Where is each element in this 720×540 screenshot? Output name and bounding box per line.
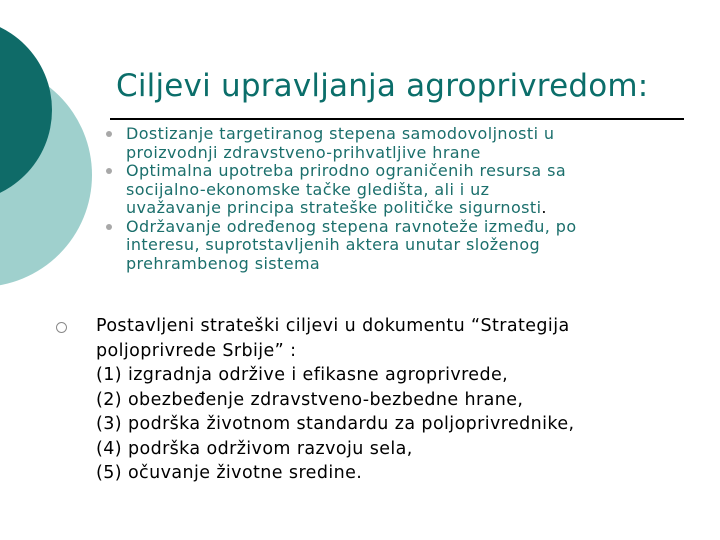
list-item bbox=[126, 218, 686, 274]
main-line: poljoprivrede Srbije” : bbox=[96, 340, 297, 361]
decorative-circles bbox=[0, 0, 110, 300]
bullet-icon bbox=[106, 168, 112, 174]
sub-item-2-seg-c: i uz bbox=[459, 179, 490, 199]
main-line: (1) izgradnja održive i efikasne agroprivrede, bbox=[96, 365, 509, 385]
sub-item-2-line-3 bbox=[126, 199, 686, 218]
list-item bbox=[126, 125, 686, 162]
sub-item-2-line-2 bbox=[126, 181, 686, 200]
sub-bullet-list bbox=[126, 125, 686, 273]
main-bullet-item bbox=[96, 314, 696, 486]
sub-item-3-line-1: Održavanje određenog stepena ravnoteže između, po bbox=[126, 216, 577, 236]
main-line: (3) podrška životnom standardu za poljoprivrednike, bbox=[96, 414, 575, 434]
bullet-icon bbox=[106, 131, 112, 137]
ring-bullet-icon bbox=[56, 322, 67, 333]
sub-item-3-line-2: interesu, suprotstavljenih aktera unutar složenog bbox=[126, 235, 541, 254]
sub-item-1-line-2: proizvodnji zdravstveno-prihvatljive hrane bbox=[126, 142, 481, 162]
main-line: (2) obezbeđenje zdravstveno-bezbedne hrane, bbox=[96, 389, 524, 410]
main-line: (4) podrška održivom razvoju sela, bbox=[96, 438, 413, 459]
sub-item-3-line-3: prehrambenog sistema bbox=[126, 253, 321, 273]
sub-item-2-line-1: Optimalna upotreba prirodno ograničenih resursa sa bbox=[126, 161, 567, 180]
sub-item-2-seg-d: uvažavanje principa strateške političke sigurnosti bbox=[126, 198, 542, 217]
sub-item-1-line-1: Dostizanje targetiranog stepena samodovoljnosti u bbox=[126, 124, 555, 143]
sub-item-2-seg-a: socijalno bbox=[126, 179, 200, 199]
sub-item-2-seg-b: -ekonomske tačke gledišta, ali bbox=[199, 179, 460, 199]
title-underline bbox=[110, 118, 684, 120]
list-item bbox=[126, 162, 686, 218]
bullet-icon bbox=[106, 224, 112, 230]
sub-item-2-period: . bbox=[541, 198, 547, 217]
slide-title: Ciljevi upravljanja agroprivredom: bbox=[116, 68, 649, 104]
main-line: (5) očuvanje životne sredine. bbox=[96, 463, 363, 483]
main-line: Postavljeni strateški ciljevi u dokumentu “Strategija bbox=[96, 316, 570, 336]
